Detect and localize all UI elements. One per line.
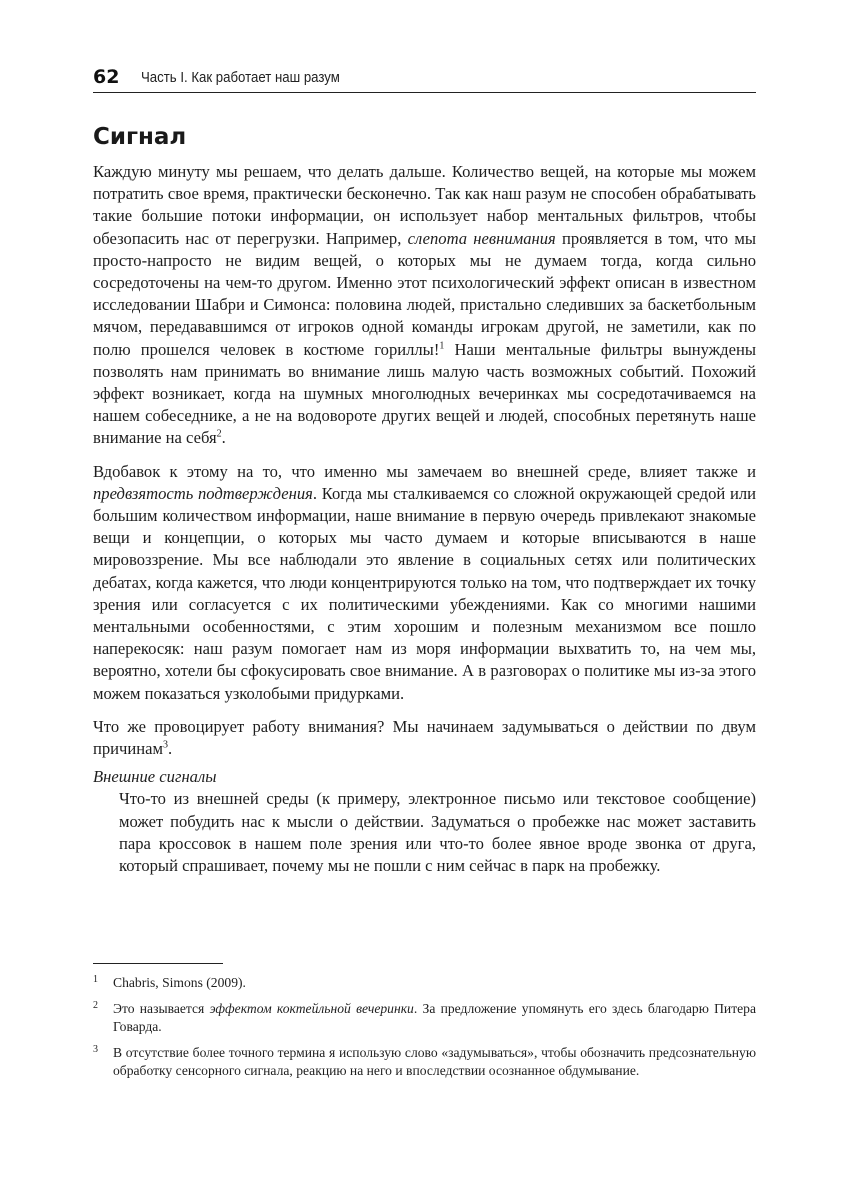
footnote-mark: 2 [93,999,98,1011]
footnote-divider [93,963,223,964]
footnote-ref-3[interactable]: 3 [163,739,169,751]
footnote-mark: 1 [93,974,98,985]
footnote-2 [93,1000,756,1037]
paragraph-3-text-b: . [168,739,173,759]
footnote-ref-1[interactable]: 1 [439,340,445,352]
footnote-text: Chabris, Simons (2009). [113,975,246,990]
paragraph-4: Что-то из внешней среды (к примеру, электронное письмо или текстовое сообщение) может побудить нас к мысли о действии. Задуматься о пробежке нас может заставить пара кроссовок в нашем поле зрения или что-то более явное вроде звонка от друга, который спрашивает, почему мы не пошли с ним сейчас в парк на пробежку. [119,789,756,876]
page-number: 62 [93,66,120,88]
paragraph-2-text-b: . Когда мы сталкиваемся со сложной окружающей средой или большим количеством информации, наше внимание в первую очередь привлекают знакомые вещи и концепции, о которых мы часто думаем и которые вписываются в наше мировоззрение. Мы все наблюдали это явление в социальных сетях или политических дебатах, когда кажется, что люди концентрируются только на том, что подтверждает их точку зрения или согласуется с их политическими убеждениями. Как со многими нашими ментальными особенностями, с этим хорошим и полезным механизмом все пошло наперекосяк: наш разум помогает нам из моря информации выхватить то, на чем мы, вероятно, хотели бы сфокусировать свое внимание. А в разговорах о политике мы из-за этого можем показаться узколобыми придурками. [93,483,757,703]
term-cocktail-party-effect: эффектом коктейльной вечеринки [209,1000,414,1016]
footnote-mark: 3 [93,1043,98,1055]
term-confirmation-bias: предвзятость подтверждения [93,483,313,503]
paragraph-1-text-d: . [221,428,226,448]
footnote-2-text-b: . За предложение упомянуть его здесь благодарю Питера Говарда. [113,1000,757,1034]
term-inattentional-blindness: слепота невнимания [407,228,556,248]
running-head: Часть I. Как работает наш разум [141,68,341,86]
footnote-text [113,1000,756,1037]
body-text [93,161,756,877]
paragraph-3 [93,716,756,760]
paragraph-1-text-a: Каждую минуту мы решаем, что делать дальше. Количество вещей, на которые мы можем потратить свое время, практически бесконечно. Так как наш разум не способен обрабатывать такие большие потоки информации, он использует набор ментальных фильтров, чтобы обезопасить нас от перегрузки. Например, [93,162,756,248]
section-title: Сигнал [93,124,187,150]
paragraph-3-text-a: Что же провоцирует работу внимания? Мы начинаем задумываться о действии по двум причинам [93,716,756,759]
footnote-1 [93,974,756,993]
footnote-2-text-a: Это называется [113,1000,210,1016]
subheading-external-cues: Внешние сигналы [93,767,217,787]
paragraph-2 [93,461,756,705]
paragraph-1-text-c: Наши ментальные фильтры вынуждены позволять нам принимать во внимание лишь малую часть возможных событий. Похожий эффект возникает, когда на шумных многолюдных вечеринках мы сосредотачиваемся на нашем собеседнике, а не на водовороте других вещей и людей, способных перетянуть наше внимание на себя [93,339,756,448]
footnote-3 [93,1044,756,1081]
footnote-text: В отсутствие более точного термина я использую слово «задумываться», чтобы обозначить предсознательную обработку сенсорного сигнала, реакцию на него и впоследствии осознанное обдумывание. [113,1044,756,1078]
footnotes [93,974,756,1088]
footnote-ref-2[interactable]: 2 [216,428,222,440]
paragraph-2-text-a: Вдобавок к этому на то, что именно мы замечаем во внешней среде, влияет также и [93,461,756,481]
paragraph-1 [93,161,756,450]
paragraph-1-text-b: проявляется в том, что мы просто-напросто не видим вещей, о которых мы не думаем тогда, когда сильно сосредоточены на чем-то другом. Именно этот психологический эффект описан в известном исследовании Шабри и Симонса: половина людей, пристально следивших за баскетбольным мячом, передававшимся от игроков одной команды игрокам другой, не заметили, как по полю прошелся человек в костюме гориллы! [93,228,756,359]
page-header [93,62,756,93]
